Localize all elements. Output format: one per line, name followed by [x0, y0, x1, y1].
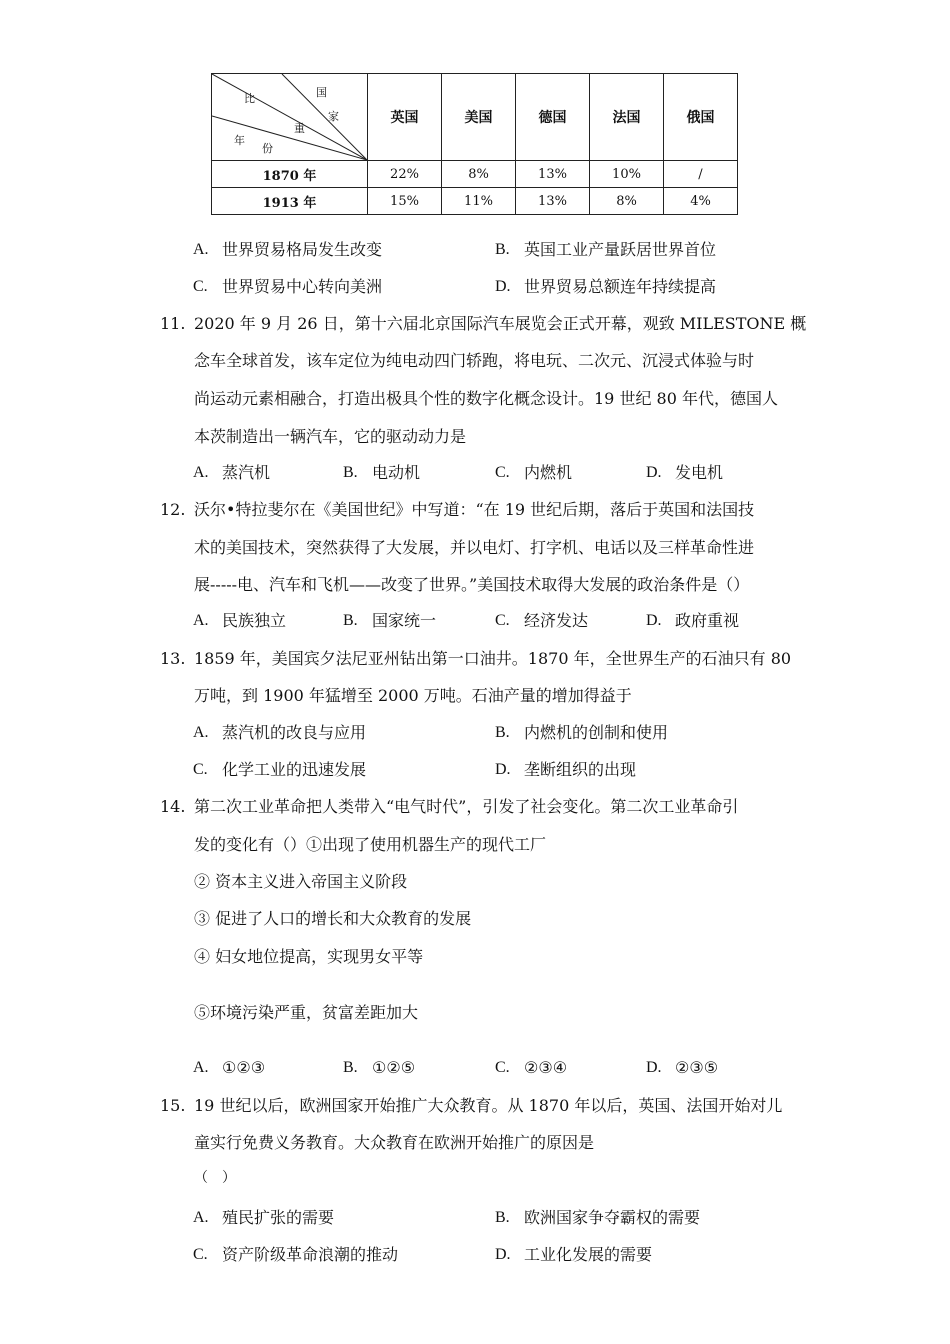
- q14-option-b-letter: B.: [343, 1059, 358, 1076]
- q14-line: 发的变化有（）①出现了使用机器生产的现代工厂: [194, 835, 547, 854]
- q14-line: 第二次工业革命把人类带入“电气时代”，引发了社会变化。第二次工业革命引: [194, 797, 739, 816]
- corner-label-guo: 国: [316, 86, 327, 99]
- q11-option-d-letter: D.: [646, 464, 662, 481]
- q12-option-a-letter: A.: [193, 612, 209, 629]
- corner-label-fen: 份: [262, 142, 273, 155]
- q15-option-b-letter: B.: [495, 1209, 510, 1226]
- header-fr: 法国: [590, 74, 664, 161]
- q12-option-d: 政府重视: [675, 611, 740, 630]
- cell: 15%: [368, 188, 442, 215]
- row-year: 1870 年: [212, 161, 368, 188]
- table-row: [212, 161, 738, 188]
- q15-option-d: 工业化发展的需要: [524, 1245, 653, 1264]
- q10-option-b-letter: B.: [495, 241, 510, 258]
- q11-option-d: 发电机: [675, 463, 724, 482]
- q13-option-c: 化学工业的迅速发展: [222, 760, 367, 779]
- cell: 8%: [442, 161, 516, 188]
- q12-option-c-letter: C.: [495, 612, 510, 629]
- q12-option-a: 民族独立: [222, 611, 287, 630]
- q12-line: 展-----电、汽车和飞机——改变了世界。”美国技术取得大发展的政治条件是（）: [194, 575, 750, 594]
- q10-option-c-letter: C.: [193, 278, 208, 295]
- q12-line: 术的美国技术，突然获得了大发展，并以电灯、打字机、电话以及三样革命性进: [194, 538, 755, 557]
- q13-option-d-letter: D.: [495, 761, 511, 778]
- cell: 22%: [368, 161, 442, 188]
- row-year: 1913 年: [212, 188, 368, 215]
- q12-option-c: 经济发达: [524, 611, 589, 630]
- q14-option-d: ②③⑤: [675, 1058, 719, 1077]
- q11-option-c: 内燃机: [524, 463, 573, 482]
- q13-option-c-letter: C.: [193, 761, 208, 778]
- proportion-table: [211, 73, 738, 215]
- q13-option-b-letter: B.: [495, 724, 510, 741]
- corner-label-nian: 年: [234, 134, 245, 147]
- q10-option-c: 世界贸易中心转向美洲: [222, 277, 383, 296]
- header-uk: 英国: [368, 74, 442, 161]
- corner-label-bi: 比: [244, 92, 255, 105]
- q10-option-a: 世界贸易格局发生改变: [222, 240, 383, 259]
- q15-option-a: 殖民扩张的需要: [222, 1208, 335, 1227]
- q15-option-d-letter: D.: [495, 1246, 511, 1263]
- q14-option-c-letter: C.: [495, 1059, 510, 1076]
- corner-label-zhong: 重: [294, 122, 305, 135]
- header-us: 美国: [442, 74, 516, 161]
- q11-option-c-letter: C.: [495, 464, 510, 481]
- q13-line: 1859 年，美国宾夕法尼亚州钻出第一口油井。1870 年，全世界生产的石油只有 80: [194, 649, 792, 668]
- cell: 13%: [516, 161, 590, 188]
- q14-option-c: ②③④: [524, 1058, 568, 1077]
- q10-option-d: 世界贸易总额连年持续提高: [524, 277, 717, 296]
- q11-line: 尚运动元素相融合，打造出极具个性的数字化概念设计。19 世纪 80 年代，德国人: [194, 389, 778, 408]
- q15-option-a-letter: A.: [193, 1209, 209, 1226]
- q15-line: 童实行免费义务教育。大众教育在欧洲开始推广的原因是: [194, 1133, 595, 1152]
- q13-line: 万吨，到 1900 年猛增至 2000 万吨。石油产量的增加得益于: [194, 686, 632, 705]
- q15-option-b: 欧洲国家争夺霸权的需要: [524, 1208, 701, 1227]
- q14-line: ③ 促进了人口的增长和大众教育的发展: [194, 909, 472, 928]
- q12-option-b-letter: B.: [343, 612, 358, 629]
- cell: 4%: [664, 188, 738, 215]
- q12-number: 12.: [160, 500, 186, 519]
- q12-option-d-letter: D.: [646, 612, 662, 629]
- q10-option-d-letter: D.: [495, 278, 511, 295]
- table-corner-cell: [212, 74, 368, 161]
- q12-option-b: 国家统一: [372, 611, 437, 630]
- q14-option-a-letter: A.: [193, 1059, 209, 1076]
- cell: 13%: [516, 188, 590, 215]
- q12-line: 沃尔•特拉斐尔在《美国世纪》中写道：“在 19 世纪后期，落后于英国和法国技: [194, 500, 755, 519]
- q11-line: 本茨制造出一辆汽车，它的驱动动力是: [194, 427, 467, 446]
- q11-line: 念车全球首发，该车定位为纯电动四门轿跑，将电玩、二次元、沉浸式体验与时: [194, 351, 755, 370]
- header-ru: 俄国: [664, 74, 738, 161]
- q10-option-a-letter: A.: [193, 241, 209, 258]
- q14-option-b: ①②⑤: [372, 1058, 416, 1077]
- q11-line: 2020 年 9 月 26 日，第十六届北京国际汽车展览会正式开幕，观致 MILESTONE 概: [194, 314, 807, 333]
- q14-line: ④ 妇女地位提高，实现男女平等: [194, 947, 424, 966]
- cell: 10%: [590, 161, 664, 188]
- q13-number: 13.: [160, 649, 186, 668]
- q11-option-a: 蒸汽机: [222, 463, 271, 482]
- q14-number: 14.: [160, 797, 186, 816]
- table-row: [212, 188, 738, 215]
- q13-option-d: 垄断组织的出现: [524, 760, 637, 779]
- q11-option-b: 电动机: [372, 463, 421, 482]
- q15-option-c: 资产阶级革命浪潮的推动: [222, 1245, 399, 1264]
- q14-line: ② 资本主义进入帝国主义阶段: [194, 872, 408, 891]
- q11-option-a-letter: A.: [193, 464, 209, 481]
- q14-option-a: ①②③: [222, 1058, 266, 1077]
- q11-number: 11.: [160, 314, 186, 333]
- cell: /: [664, 161, 738, 188]
- corner-label-jia: 家: [328, 110, 339, 123]
- q13-option-b: 内燃机的创制和使用: [524, 723, 669, 742]
- q15-line: （ ）: [194, 1170, 236, 1186]
- q14-line: ⑤环境污染严重，贫富差距加大: [194, 1003, 419, 1022]
- q15-line: 19 世纪以后，欧洲国家开始推广大众教育。从 1870 年以后，英国、法国开始对儿: [194, 1096, 783, 1115]
- cell: 11%: [442, 188, 516, 215]
- q15-option-c-letter: C.: [193, 1246, 208, 1263]
- q14-option-d-letter: D.: [646, 1059, 662, 1076]
- cell: 8%: [590, 188, 664, 215]
- q13-option-a-letter: A.: [193, 724, 209, 741]
- q13-option-a: 蒸汽机的改良与应用: [222, 723, 367, 742]
- header-de: 德国: [516, 74, 590, 161]
- q11-option-b-letter: B.: [343, 464, 358, 481]
- q10-option-b: 英国工业产量跃居世界首位: [524, 240, 717, 259]
- q15-number: 15.: [160, 1096, 186, 1115]
